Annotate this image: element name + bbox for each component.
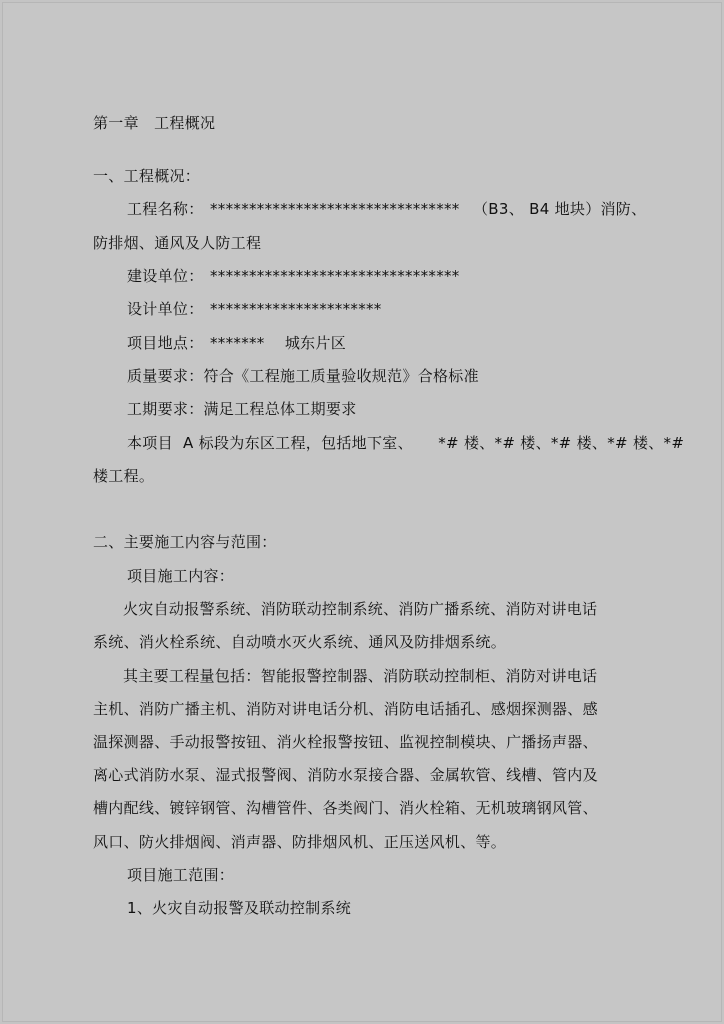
location-value: ******* 城东片区 [210, 334, 347, 352]
quantities-line-1: 其主要工程量包括：智能报警控制器、消防联动控制柜、消防对讲电话 [123, 667, 598, 685]
quality-requirement: 质量要求：符合《工程施工质量验收规范》合格标准 [127, 367, 479, 385]
schedule-requirement: 工期要求：满足工程总体工期要求 [127, 400, 357, 418]
quantities-line-4: 离心式消防水泵、湿式报警阀、消防水泵接合器、金属软管、线槽、管内及 [93, 766, 598, 784]
document-page [2, 2, 722, 1022]
systems-line-1: 火灾自动报警系统、消防联动控制系统、消防广播系统、消防对讲电话 [123, 600, 598, 618]
quantities-line-3: 温探测器、手动报警按钮、消火栓报警按钮、监视控制模块、广播扬声器、 [93, 733, 598, 751]
quantities-line-2: 主机、消防广播主机、消防对讲电话分机、消防电话插孔、感烟探测器、感 [93, 700, 598, 718]
quantities-line-6: 风口、防火排烟阀、消声器、防排烟风机、正压送风机、等。 [93, 833, 507, 851]
quantities-line-5: 槽内配线、镀锌钢管、沟槽管件、各类阀门、消火栓箱、无机玻璃钢风管、 [93, 799, 598, 817]
builder-value: ******************************** [210, 267, 460, 285]
scope-line-2: 楼工程。 [93, 467, 155, 485]
project-name-value: ******************************** [210, 200, 460, 218]
section1-heading: 一、工程概况： [93, 167, 201, 185]
project-name-suffix: （B3、 B4 地块）消防、 [473, 200, 647, 218]
designer-value: ********************** [210, 300, 382, 318]
builder-label: 建设单位： [127, 267, 204, 285]
project-name-label: 工程名称： [127, 200, 204, 218]
systems-line-2: 系统、消火栓系统、自动喷水灭火系统、通风及防排烟系统。 [93, 633, 507, 651]
scope-line-1: 本项目 A 标段为东区工程，包括地下室、 *# 楼、*# 楼、*# 楼、*# 楼、*# [127, 434, 685, 452]
location-label: 项目地点： [127, 334, 204, 352]
chapter-title: 第一章 工程概况 [93, 114, 216, 132]
range-item-1: 1、火灾自动报警及联动控制系统 [127, 899, 352, 917]
designer-label: 设计单位： [127, 300, 204, 318]
section2-heading: 二、主要施工内容与范围： [93, 533, 277, 551]
range-label: 项目施工范围： [127, 866, 235, 884]
project-name-continued: 防排烟、通风及人防工程 [93, 234, 262, 252]
content-label: 项目施工内容： [127, 567, 235, 585]
